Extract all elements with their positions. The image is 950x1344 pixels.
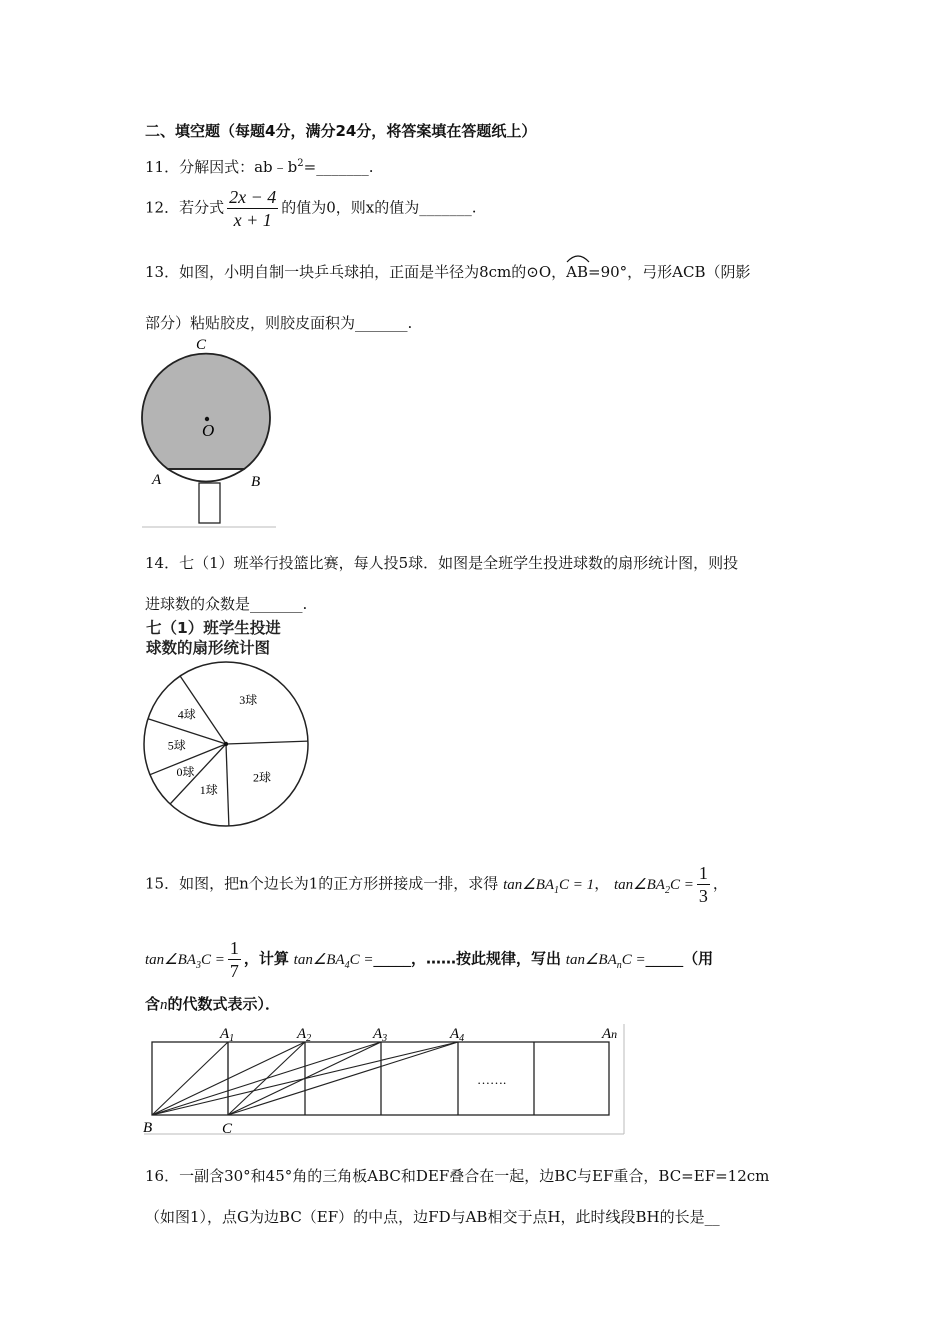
q15-squares-figure [140, 1020, 630, 1140]
pie-chart-title-line-2: 球数的扇形统计图 [146, 639, 271, 657]
pie-center-point [224, 742, 228, 746]
q15-line3b: 的代数式表示）． [167, 995, 281, 1013]
q14-answer-blank: _______ [250, 595, 303, 613]
q15-rule-text: ，……按此规律，写出 [411, 949, 562, 968]
q13-line1b: =90°，弓形ACB（阴影 [588, 263, 751, 281]
q13-arc-label: AB [566, 263, 588, 281]
pie-slice-label-5: 5球 [167, 738, 186, 753]
q12-fraction [227, 186, 278, 231]
q13-answer-blank: _______ [355, 314, 408, 332]
label-b: B [251, 474, 261, 490]
q13-end: . [407, 314, 413, 332]
question-14-line-2 [145, 593, 307, 614]
label-c: C [222, 1121, 233, 1137]
question-11 [145, 156, 373, 177]
q14-end: . [302, 595, 308, 613]
minor-arc-ab [168, 469, 244, 482]
pie-chart-title-line-1: 七（1）班学生投进 [146, 619, 281, 637]
label-an: An [602, 1026, 618, 1042]
q16-answer-blank: __ [704, 1208, 720, 1226]
q15-calc: 计算 [258, 949, 289, 968]
pie-slice-label-3: 1球 [199, 783, 218, 798]
q12-end: . [471, 198, 477, 217]
shaded-segment-acb [142, 354, 270, 469]
q15-answer-blank-4: _____ [373, 949, 411, 968]
q16-line2: （如图1），点G为边BC（EF）的中点，边FD与AB相交于点H，此时线段BH的长是 [145, 1208, 705, 1226]
question-16-line-1 [145, 1165, 769, 1186]
q13-arc-ab [566, 261, 588, 281]
q12-post: 的值为0，则x的值为 [281, 198, 420, 217]
segment-c-a2 [228, 1042, 305, 1115]
question-13-line-1 [145, 261, 751, 282]
q15-fraction-1-7: $\frac{1}{7}$ [229, 938, 239, 981]
q15-tann: $\tan\angle BA_nC$ = [565, 951, 646, 971]
label-a: A [152, 472, 162, 488]
q15-line3a: 含 [145, 995, 161, 1013]
question-15-line-3 [145, 993, 280, 1014]
q15-tan1: $\tan\angle BA_1C = 1$ [503, 876, 595, 896]
q15-answer-blank-n: _____ [645, 949, 684, 968]
question-15-line-2 [145, 937, 713, 982]
q15-tan2: $\tan\angle BA_2C$ = [613, 876, 694, 896]
q11-exponent: 2 [297, 158, 304, 169]
q15-fraction-1-3: $\frac{1}{3}$ [698, 863, 708, 906]
q15-comma-1: ， [594, 874, 610, 893]
q12-pre: 若分式 [179, 198, 225, 217]
q16-number: 16． [145, 1167, 180, 1185]
q15-tan3: $\tan\angle BA_3C$ = [145, 951, 225, 971]
q15-comma-2: ， [712, 874, 728, 893]
segment-b-a1 [152, 1042, 228, 1115]
q15-use-text: （用 [683, 949, 714, 968]
q12-answer-blank: _______ [419, 198, 472, 217]
q11-equals: = [303, 158, 317, 176]
label-a1: $A_1$ [220, 1026, 235, 1044]
question-14-line-1 [145, 552, 738, 573]
pie-slice-label-2: 2球 [252, 770, 272, 785]
q11-text: 分解因式：ab﹣b [179, 158, 298, 176]
paddle-handle [199, 483, 220, 523]
q13-line2a: 部分）粘贴胶皮，则胶皮面积为 [145, 314, 356, 332]
question-16-line-2 [145, 1206, 720, 1227]
label-b: B [143, 1120, 153, 1136]
label-a3: $A_3$ [373, 1026, 388, 1044]
question-15-line-1 [145, 862, 728, 907]
label-a4: $A_4$ [450, 1026, 465, 1044]
q16-line1: 一副含30°和45°角的三角板ABC和DEF叠合在一起，边BC与EF重合，BC=EF=12cm [179, 1167, 770, 1185]
q14-line1: 七（1）班举行投篮比赛，每人投5球．如图是全班学生投进球数的扇形统计图，则投 [179, 554, 739, 572]
q12-number: 12． [145, 198, 180, 217]
pie-slice-label-1: 3球 [239, 693, 258, 708]
q11-end: . [368, 158, 374, 176]
q15-n-variable: n [160, 997, 168, 1013]
q15-tan4: $\tan\angle BA_4C$ = [293, 951, 374, 971]
label-o: O [202, 421, 215, 440]
q12-fraction-numerator: 2x − 4 [229, 187, 277, 207]
question-12 [145, 186, 477, 231]
arc-symbol-icon [565, 251, 591, 263]
q11-answer-blank: _______ [316, 158, 369, 176]
q15-comma-3: ， [243, 949, 259, 968]
q14-number: 14． [145, 554, 180, 572]
question-13-line-2 [145, 312, 412, 333]
label-c: C [196, 337, 207, 353]
q11-number: 11． [145, 158, 180, 176]
pie-slice-label-6: 4球 [177, 707, 196, 722]
pie-slice-label-4: 0球 [176, 764, 195, 779]
label-a2: $A_2$ [297, 1026, 312, 1044]
q13-number: 13． [145, 263, 180, 281]
q12-fraction-denominator: x + 1 [233, 210, 272, 230]
q14-line2: 进球数的众数是 [145, 595, 251, 613]
pie-chart [140, 660, 340, 830]
q15-number: 15． [145, 874, 180, 893]
q15-intro: 如图，把n个边长为1的正方形拼接成一排，求得 [179, 874, 499, 893]
section-title: 二、填空题（每题4分，满分24分，将答案填在答题纸上） [145, 122, 537, 140]
ellipsis-dots: ……. [477, 1072, 507, 1087]
q13-paddle-figure [140, 335, 280, 530]
segment-c-a4 [228, 1042, 458, 1115]
q13-line1a: 如图，小明自制一块乒乓球拍，正面是半径为8cm的⊙O， [179, 263, 567, 281]
